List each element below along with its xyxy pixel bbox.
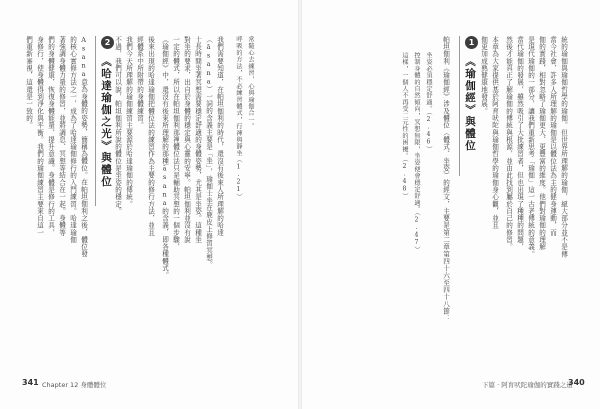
left-text-column: 們重新審視，這還是一致的。 [24, 36, 33, 129]
left-text-column: 士長時間坐著冥想需要穩定舒適的身體姿勢，尤其是坐姿。這種坐 [193, 36, 202, 244]
left-text-column: 的核心實修方法之一，成為了哈達瑜伽修行的入門練習。哈達瑜伽 [68, 36, 77, 244]
right-text-column: 帕坦伽利《瑜伽經》涉及體位（體式、坐姿）的經文，主要是第二章第四十六至四十八節： [441, 36, 450, 322]
book-part-footer: 下篇 · 阿育吠陀瑜伽的實踐之道 [482, 381, 573, 389]
left-text-column: Asana意為身體的姿勢，簡稱為體位。在帕坦伽利之後，體位發 [79, 36, 88, 258]
left-verse-2: 呼吸的方法，不必練習體式，行禪與靜坐（1.21） [235, 36, 242, 200]
right-text-column: 當代瑜伽的發展，雖然吸引了大批練習者，但也出現了種種的問題， [515, 36, 524, 251]
section-heading: 《哈達瑜伽之光》與體位 [100, 56, 112, 188]
left-text-column: 一定的體式，所以在帕坦伽利那裡體位法只是輔助冥想的一個步驟， [171, 36, 180, 251]
sutra-verse: 這樣，一個人不再受二元性的困擾。（2.48） [401, 52, 408, 200]
left-text-column: 不過，我們可以說，帕坦伽利所說的體位是坐姿的穩定。 [113, 36, 122, 215]
left-text-column: 經體系中所附帶的身體練習。 [135, 36, 144, 129]
right-text-column: 伽更加成熟健康地發展。 [479, 36, 488, 115]
left-text-column: 著強調身體力量的修習，並將調息、冥想等結合在一起。身體等 [57, 36, 66, 237]
left-page [0, 0, 298, 409]
right-text-column: 伽的實踐，相對忽略了瑜伽更大、更豐富的維度。他們對瑜伽的理解 [537, 36, 546, 251]
right-text-column: 統的瑜伽與瑜伽哲學的瑜伽。但世界所理解的瑜伽，絕大部分並不是傳 [559, 36, 568, 258]
left-text-column: （āsana）一詞的含義主要是「坐」，瑜伽士坐在鹿皮上修習冥想。 [204, 36, 213, 269]
chapter-footer: Chapter 12 身體體位 [42, 381, 107, 389]
right-page [302, 0, 600, 409]
page-number: 340 [568, 378, 585, 387]
right-text-column: 當今社會，許多人所理解的瑜伽是以體位法為主的健身運動，而 [548, 36, 557, 237]
left-text-column: 們的身體健康，恢復身體能量、提升意識。身體是修行的工具， [46, 36, 55, 237]
right-text-column: 本章為大家提供基於阿育吠陀與瑜伽哲學的瑜伽身心觀，並且 [490, 36, 499, 230]
left-text-column: 對坐的要求，出自於身體的穩定與心靈的安寧。帕坦伽利並沒有說 [182, 36, 191, 244]
section-heading: 《瑜伽經》與體位 [464, 56, 476, 152]
sutra-verse: 坐姿必須穩定舒適。（2.46） [425, 52, 432, 153]
heading-divider [95, 36, 96, 206]
section-number-badge: 1 [465, 36, 478, 49]
left-text-column: 身修行，使身體得到淨化與平衡。我們的瑜伽練習主要來自這一 [35, 36, 44, 237]
left-verse-1: 常隨心去練習，心與瑜伽合一。 [247, 36, 254, 130]
left-text-column: 《瑜伽經》中，還沒有後來所理解的那種āsana的含義，即各種體式。 [160, 36, 169, 279]
left-text-column: 我們今天所理解的瑜伽練習主要源於哈達瑜伽的傳統。 [124, 36, 133, 208]
heading-divider [459, 36, 460, 176]
page-number: 341 [22, 378, 39, 387]
sutra-verse: 控制身體的自然傾向，冥想無限，坐姿便會穩定舒適。（2.47） [413, 52, 420, 254]
left-text-column: 我們需要知道，在帕坦伽利的時代，還沒有後來人所理解的哈達 [215, 36, 224, 237]
section-number-badge: 2 [101, 36, 114, 49]
left-text-column: 後來出現的哈達瑜伽把體位法的練習作為主要的修行方法，並且 [146, 36, 155, 237]
right-text-column: 是現代瑜伽的一部分，讓我們重新思考「瑜伽」這一古老傳統的意義。 [526, 36, 535, 258]
right-text-column: 然後才能真正了解瑜伽的傳統與根源，並由此找到屬於自己的修習。 [504, 36, 513, 251]
